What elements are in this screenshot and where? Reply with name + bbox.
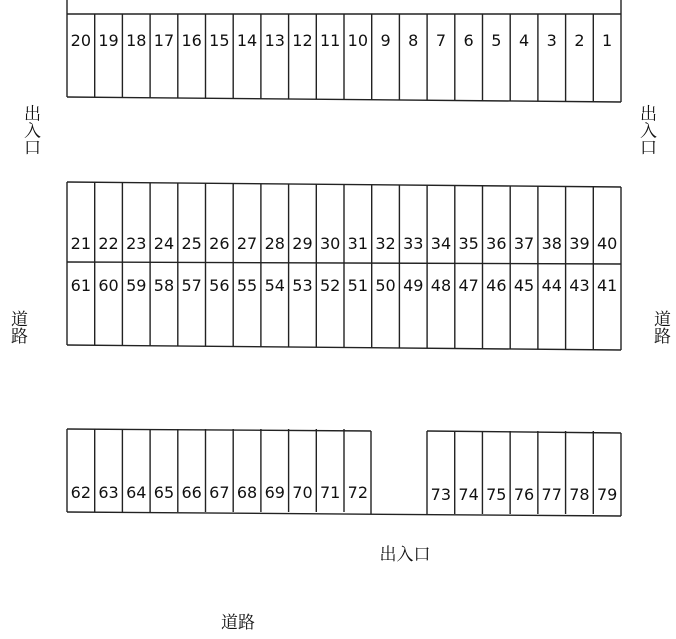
space-number: 44 [541, 276, 562, 295]
space-number: 9 [380, 31, 391, 50]
space-number: 68 [236, 483, 258, 502]
space-number: 63 [98, 483, 119, 502]
space-number: 7 [435, 31, 447, 50]
space-number: 59 [126, 276, 147, 295]
space-number: 33 [403, 234, 424, 253]
space-number: 2 [574, 31, 585, 50]
space-number: 54 [264, 276, 285, 295]
space-number: 17 [153, 31, 175, 50]
space-number: 10 [347, 31, 369, 50]
space-number: 65 [153, 483, 175, 502]
space-number: 47 [458, 276, 479, 295]
space-number: 41 [596, 276, 618, 295]
space-number: 25 [181, 234, 202, 253]
space-number: 49 [403, 276, 424, 295]
space-number: 32 [375, 234, 396, 253]
entrance-label-right: 出入口 [636, 104, 656, 156]
space-number: 29 [292, 234, 313, 253]
space-number: 66 [181, 483, 202, 502]
space-number: 27 [236, 234, 258, 253]
space-number: 38 [541, 234, 562, 253]
space-number: 13 [264, 31, 285, 50]
space-number: 67 [209, 483, 230, 502]
space-number: 74 [458, 485, 479, 504]
space-number: 31 [347, 234, 369, 253]
space-number: 39 [569, 234, 590, 253]
space-number: 3 [546, 31, 557, 50]
space-number: 57 [181, 276, 202, 295]
road-label-left: 道路 [7, 310, 27, 344]
row-line [427, 431, 621, 433]
lot-outline [67, 0, 621, 516]
space-number: 71 [319, 483, 341, 502]
space-number: 55 [236, 276, 258, 295]
space-number: 51 [347, 276, 369, 295]
road-label-right: 道路 [650, 310, 670, 344]
space-number: 52 [319, 276, 341, 295]
space-number: 12 [292, 31, 313, 50]
space-number: 11 [319, 31, 341, 50]
space-number: 61 [70, 276, 92, 295]
space-number: 73 [430, 485, 452, 504]
space-number: 6 [463, 31, 474, 50]
space-number: 23 [126, 234, 147, 253]
space-number: 56 [209, 276, 230, 295]
space-number: 72 [347, 483, 369, 502]
space-number: 1 [602, 31, 613, 50]
space-number: 24 [153, 234, 175, 253]
space-number: 28 [264, 234, 285, 253]
space-number: 4 [518, 31, 530, 50]
space-number: 77 [541, 485, 562, 504]
space-number: 20 [70, 31, 92, 50]
road-label-bottom: 道路 [221, 613, 255, 633]
space-number: 19 [98, 31, 119, 50]
space-number: 46 [486, 276, 507, 295]
space-number: 34 [430, 234, 452, 253]
space-number: 14 [236, 31, 258, 50]
space-number: 26 [209, 234, 230, 253]
space-number: 79 [596, 485, 618, 504]
space-number: 48 [430, 276, 452, 295]
space-number: 64 [126, 483, 147, 502]
space-number: 50 [375, 276, 396, 295]
entrance-label-left: 出入口 [20, 104, 40, 156]
space-number: 58 [153, 276, 175, 295]
entrance-label-bottom: 出入口 [379, 545, 431, 565]
space-number: 70 [292, 483, 313, 502]
space-number: 37 [513, 234, 535, 253]
space-number: 62 [70, 483, 92, 502]
space-number: 45 [513, 276, 535, 295]
row-line [67, 429, 371, 431]
space-number: 43 [569, 276, 590, 295]
space-number: 22 [98, 234, 119, 253]
space-number: 76 [513, 485, 535, 504]
space-number: 36 [486, 234, 507, 253]
space-number: 21 [70, 234, 92, 253]
space-number: 18 [126, 31, 147, 50]
space-number: 69 [264, 483, 285, 502]
space-number: 60 [98, 276, 119, 295]
space-number: 75 [486, 485, 507, 504]
space-number: 53 [292, 276, 313, 295]
space-number: 5 [491, 31, 502, 50]
space-number: 78 [569, 485, 590, 504]
space-number: 40 [596, 234, 618, 253]
space-number: 8 [408, 31, 419, 50]
space-number: 15 [209, 31, 230, 50]
space-number: 16 [181, 31, 202, 50]
space-number: 35 [458, 234, 479, 253]
space-number: 30 [319, 234, 341, 253]
